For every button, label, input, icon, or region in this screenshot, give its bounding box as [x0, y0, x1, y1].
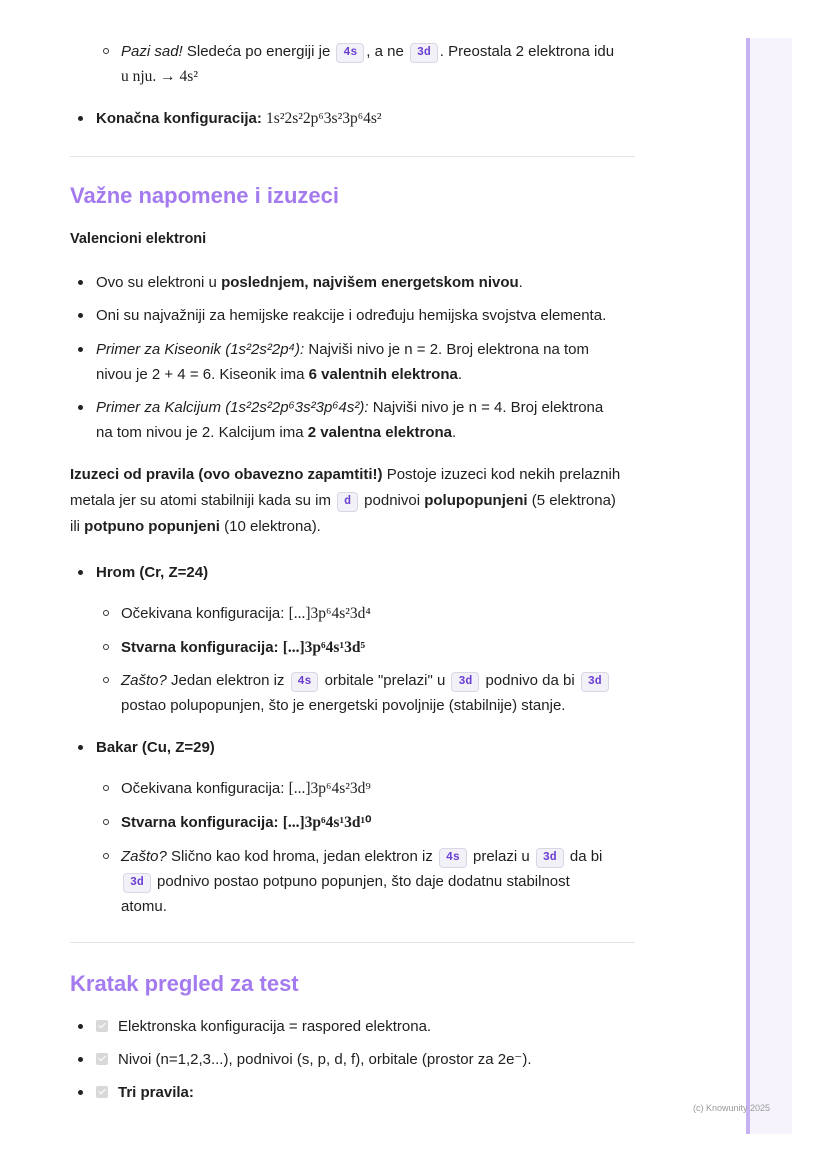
paragraph-bold: polupopunjeni	[424, 492, 528, 509]
sub-item-pazi-sad	[70, 39, 635, 89]
item-italic: Primer za Kiseonik (1s²2s²2p⁴):	[96, 341, 305, 358]
checklist-item	[70, 1014, 635, 1039]
why-italic: Zašto?	[121, 672, 167, 689]
why-text: atomu.	[121, 898, 167, 915]
why-text: postao polupopunjen, što je energetski povoljnije (stabilnije) stanje.	[121, 697, 566, 714]
sub-item-text: . Preostala 2 elektrona idu	[439, 43, 615, 60]
code-4s: 4s	[439, 848, 467, 868]
final-config-value: 1s²2s²2p⁶3s²3p⁶4s²	[266, 110, 382, 127]
list-item	[70, 270, 635, 295]
copper-why	[70, 844, 635, 919]
paragraph-text: metala jer su atomi stabilniji kada su im	[70, 492, 336, 509]
valence-list	[70, 303, 635, 328]
actual-label: Stvarna konfiguracija:	[121, 639, 279, 656]
checklist-item	[70, 1080, 635, 1105]
valence-list	[70, 337, 635, 387]
checklist-text: Elektronska konfiguracija = raspored elektrona.	[118, 1018, 432, 1035]
actual-config: [...]3p⁶4s¹3d⁵	[282, 639, 366, 656]
sub-item-text: Sledeća po energiji je	[182, 43, 335, 60]
why-text: Slično kao kod hroma, jedan elektron iz	[166, 848, 438, 865]
expected-label: Očekivana konfiguracija:	[121, 780, 289, 797]
item-text: Najviši nivo je n = 2. Broj elektrona na tom	[304, 341, 589, 358]
section-title-pregled: Kratak pregled za test	[70, 971, 299, 996]
expected-config: [...]3p⁶4s²3d⁴	[288, 605, 371, 622]
sub-item-italic: Pazi sad!	[121, 43, 183, 60]
exceptions-bold: Izuzeci od pravila (ovo obavezno zapamtiti!)	[70, 466, 383, 483]
exceptions-paragraph	[70, 462, 640, 540]
paragraph-text: Postoje izuzeci kod nekih prelaznih	[382, 466, 621, 483]
sidebar-accent-line	[746, 38, 750, 1134]
expected-label: Očekivana konfiguracija:	[121, 605, 289, 622]
code-3d: 3d	[581, 672, 609, 692]
copper-expected	[70, 776, 635, 801]
checkbox-icon[interactable]	[96, 1086, 108, 1098]
copper-title: Bakar (Cu, Z=29)	[96, 739, 215, 756]
valence-list	[70, 395, 635, 445]
code-4s: 4s	[336, 43, 364, 63]
chromium-item	[70, 560, 635, 585]
paragraph-text: (10 elektrona).	[219, 518, 321, 535]
item-bold: 6 valentnih elektrona	[308, 366, 458, 383]
sidebar-panel	[746, 38, 792, 1134]
list-item: Oni su najvažniji za hemijske reakcije i određuju hemijska svojstva elementa.	[70, 303, 635, 328]
actual-label: Stvarna konfiguracija:	[121, 814, 279, 831]
why-text: prelazi u	[468, 848, 534, 865]
paragraph-text: (5 elektrona)	[527, 492, 616, 509]
expected-config: [...]3p⁶4s²3d⁹	[288, 780, 371, 797]
why-text: orbitale "prelazi" u	[320, 672, 450, 689]
item-text: nivou je 2 + 4 = 6. Kiseonik ima	[96, 366, 309, 383]
divider	[70, 942, 635, 943]
checkbox-icon[interactable]	[96, 1020, 108, 1032]
code-d: d	[337, 492, 358, 512]
checklist-text: Tri pravila:	[118, 1084, 194, 1101]
code-3d: 3d	[123, 873, 151, 893]
item-text: Najviši nivo je n = 4. Broj elektrona	[368, 399, 604, 416]
paragraph-bold: potpuno popunjeni	[84, 518, 220, 535]
valence-heading: Valencioni elektroni	[70, 231, 207, 247]
code-3d: 3d	[410, 43, 438, 63]
code-3d: 3d	[536, 848, 564, 868]
checklist-item	[70, 1047, 635, 1072]
actual-config: [...]3p⁶4s¹3d¹⁰	[282, 814, 372, 831]
chromium-title: Hrom (Cr, Z=24)	[96, 564, 209, 581]
item-text: .	[518, 274, 523, 291]
valence-list	[70, 270, 635, 295]
checkbox-icon[interactable]	[96, 1053, 108, 1065]
chromium-why	[70, 668, 635, 718]
sub-item-text: , a ne	[366, 43, 408, 60]
copper-actual	[70, 810, 635, 835]
final-config-item	[70, 106, 635, 131]
paragraph-text: podnivoi	[360, 492, 425, 509]
item-text: na tom nivou je 2. Kalcijum ima	[96, 424, 308, 441]
list-item	[70, 395, 635, 445]
item-text: Ovo su elektroni u	[96, 274, 222, 291]
code-4s: 4s	[291, 672, 319, 692]
code-3d: 3d	[451, 672, 479, 692]
why-text: Jedan elektron iz	[166, 672, 289, 689]
checklist-text: Nivoi (n=1,2,3...), podnivoi (s, p, d, f), orbitale (prostor za 2e⁻).	[118, 1051, 532, 1068]
why-italic: Zašto?	[121, 848, 167, 865]
chromium-actual	[70, 635, 635, 660]
item-bold: 2 valentna elektrona	[307, 424, 452, 441]
item-text: .	[457, 366, 463, 383]
why-text: da bi	[565, 848, 603, 865]
final-config-label: Konačna konfiguracija:	[96, 110, 262, 127]
why-text: podnivo da bi	[481, 672, 579, 689]
copper-item	[70, 735, 635, 760]
section-title-napomene: Važne napomene i izuzeci	[70, 183, 339, 208]
item-italic: Primer za Kalcijum (1s²2s²2p⁶3s²3p⁶4s²):	[96, 399, 369, 416]
sub-item-line2: u nju. → 4s²	[121, 68, 198, 85]
paragraph-text: ili	[70, 518, 85, 535]
footer-copyright: (c) Knowunity 2025	[693, 1103, 771, 1113]
divider	[70, 156, 635, 157]
list-item	[70, 337, 635, 387]
why-text: podnivo postao potpuno popunjen, što daje dodatnu stabilnost	[152, 873, 570, 890]
chromium-expected	[70, 601, 635, 626]
item-text: .	[452, 424, 457, 441]
item-bold: poslednjem, najvišem energetskom nivou	[221, 274, 519, 291]
